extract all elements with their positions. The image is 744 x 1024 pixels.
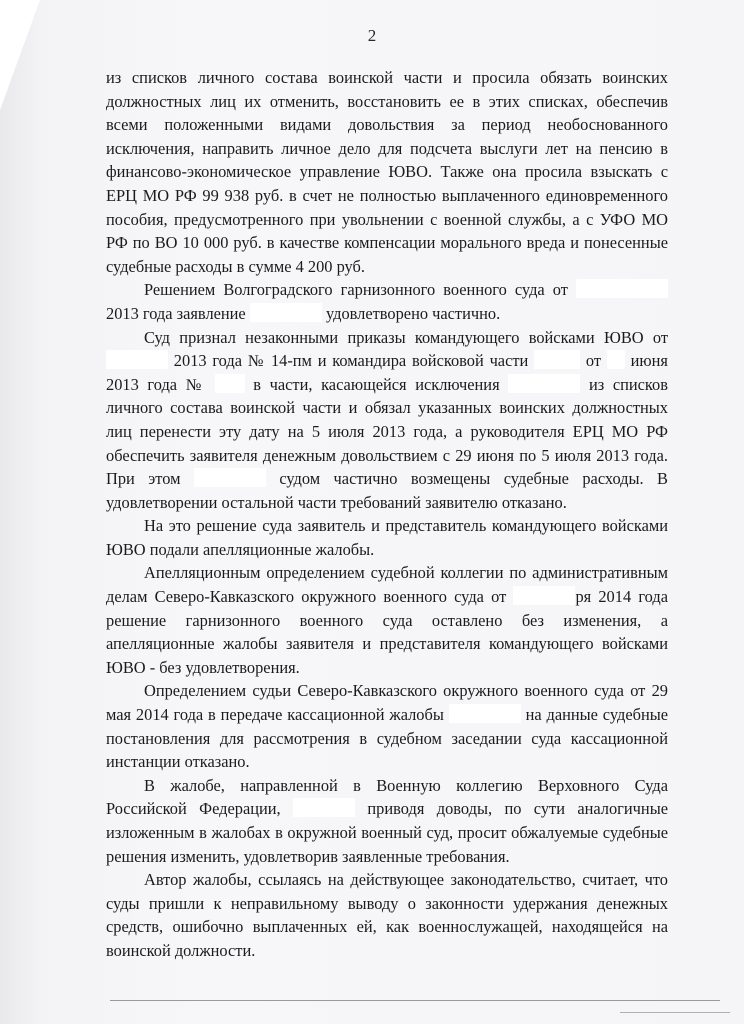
redaction-block [106,350,168,369]
paragraph-garrison-decision: Решением Волгоградского гарнизонного военного суда от 2013 года заявление удовлетворено частично. [106,278,668,325]
redaction-block [607,350,625,369]
bottom-divider [110,1000,720,1001]
redaction-block [293,798,355,817]
redaction-block [534,350,580,369]
redaction-block [215,374,245,393]
paragraph-appellate-ruling: Апелляционным определением судебной коллегии по административным делам Северо-Кавказского окружного военного суда от ря 2014 года решение гарнизонного военного суда оставлено без изменения, а апелляционные жалобы заявителя и представителя командующего войсками ЮВО - без удовлетворения. [106,563,668,677]
page-fold-corner [0,0,40,110]
paragraph-argument: Автор жалобы, ссылаясь на действующее законодательство, считает, что суды пришли к неправильному выводу о законности удержания денежных средств, ошибочно выплаченных ей, как военнослужащей, находящейся на воинской должности. [106,870,668,960]
bottom-divider [620,1012,730,1013]
redaction-block [449,704,521,723]
paragraph-court-ruling: Суд признал незаконными приказы командующего войсками ЮВО от 2013 года № 14-пм и командира войсковой части от июня 2013 года № в части, касающейся исключения из списков личного состава воинской части и обязал указанных воинских должностных лиц перенести эту дату на 5 июля 2013 года, а руководителя ЕРЦ МО РФ обеспечить заявителя денежным довольствием с 29 июня по 5 июля 2013 года. При этом судом частично возмещены судебные расходы. В удовлетворении остальной части требований заявителю отказано. [106,327,668,512]
redaction-block [250,303,322,322]
redaction-block [194,468,266,487]
document-body [106,66,668,963]
redaction-block [508,374,580,393]
page-number: 2 [367,26,377,45]
redaction-block [576,279,668,298]
redaction-block [513,586,575,605]
paragraph-complaint: В жалобе, направленной в Военную коллегию Верховного Суда Российской Федерации, приводя доводы, по сути аналогичные изложенным в жалобах в окружной военный суд, просит обжалуемые судебные решения изменить, удовлетворив заявленные требования. [106,775,668,866]
paragraph-appeals: На это решение суда заявитель и представитель командующего войсками ЮВО подали апелляционные жалобы. [106,516,668,559]
paragraph-cassation: Определением судьи Северо-Кавказского окружного военного суда от 29 мая 2014 года в передаче кассационной жалобы на данные судебные постановления для рассмотрения в судебном заседании суда кассационной инстанции отказано. [106,681,669,772]
paragraph-claims: из списков личного состава воинской части и просила обязать воинских должностных лиц их отменить, восстановить ее в этих списках, обеспечив всеми положенными видами довольствия за период необоснованного исключения, направить личное дело для подсчета выслуги лет на пенсию в финансово-экономическое управление ЮВО. Также она просила взыскать с ЕРЦ МО РФ 99 938 руб. в счет не полностью выплаченного единовременного пособия, предусмотренного при увольнении с военной службы, а с УФО МО РФ по ВО 10 000 руб. в качестве компенсации морального вреда и понесенные судебные расходы в сумме 4 200 руб. [106,68,668,276]
